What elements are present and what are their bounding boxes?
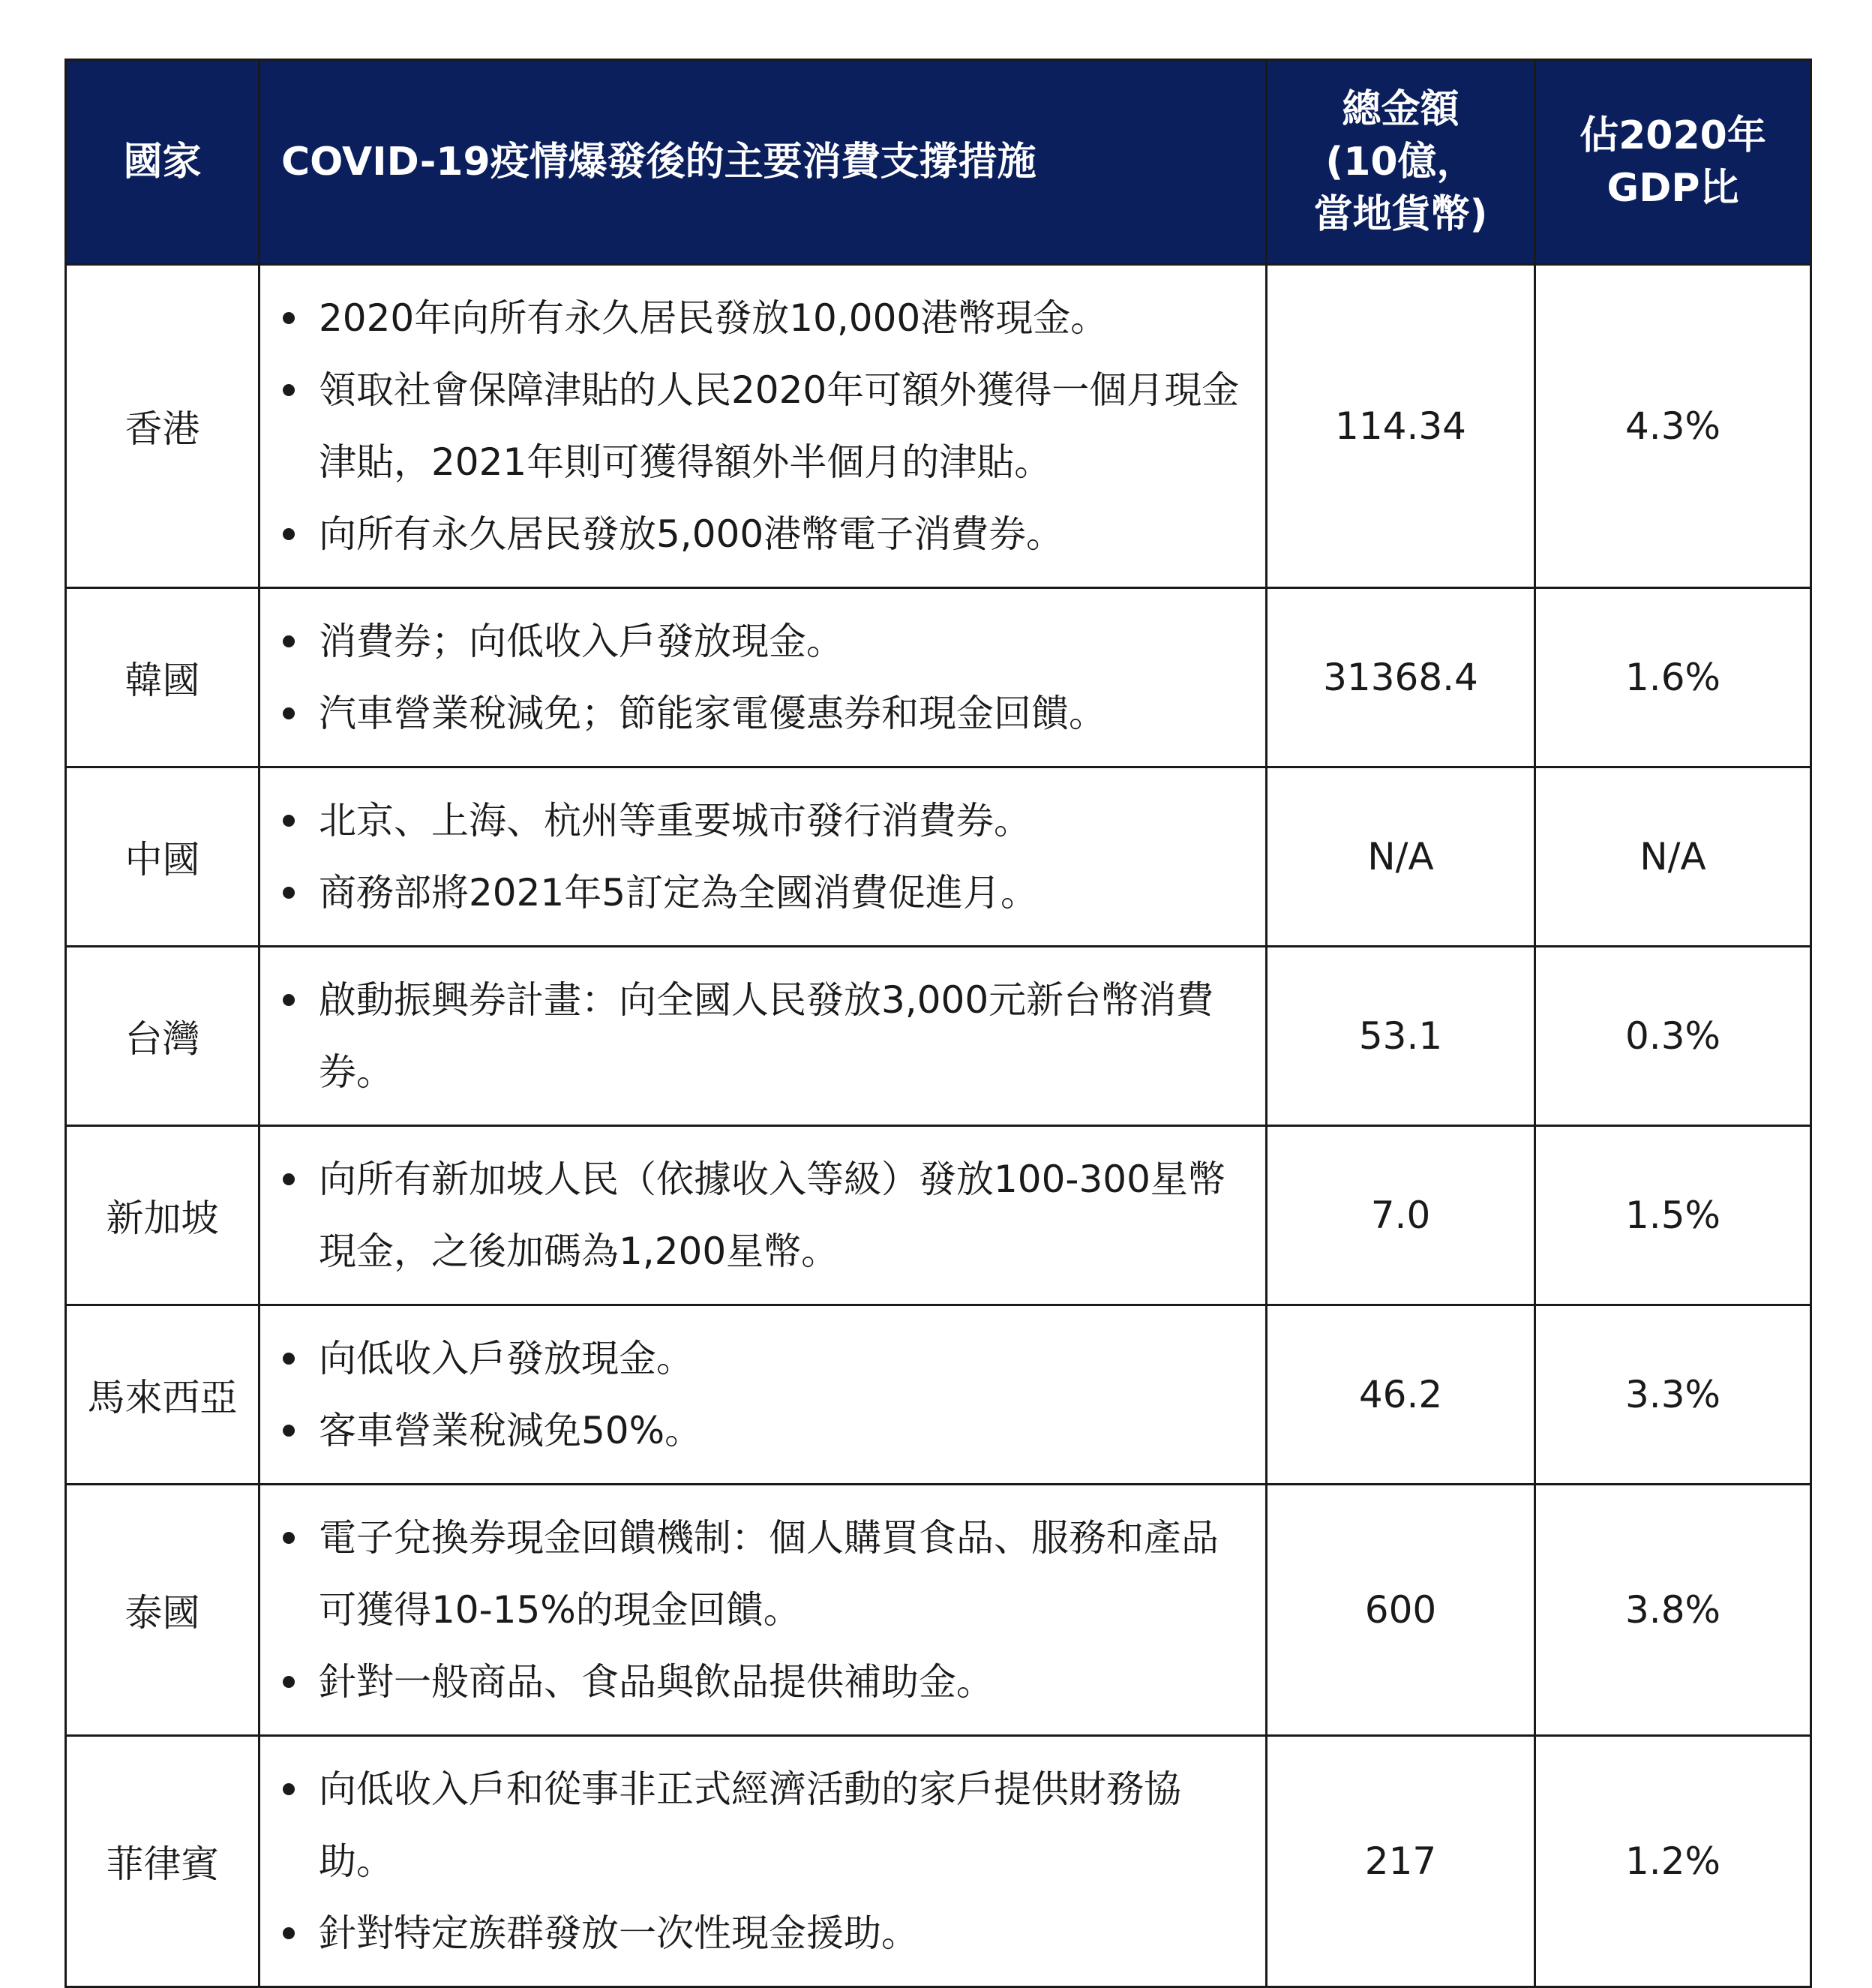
header-gdp-share bbox=[1535, 60, 1811, 265]
gdp-cell: 0.3% bbox=[1535, 947, 1811, 1126]
amount-cell: 46.2 bbox=[1267, 1305, 1535, 1485]
country-cell: 台灣 bbox=[66, 947, 260, 1126]
measures-cell bbox=[260, 1485, 1267, 1736]
list-item bbox=[260, 1897, 1243, 1969]
amount-cell: 7.0 bbox=[1267, 1126, 1535, 1305]
bullet-icon bbox=[283, 312, 295, 324]
table-row bbox=[66, 767, 1811, 947]
list-item bbox=[260, 282, 1243, 354]
measure-text: 消費券；向低收入戶發放現金。 bbox=[319, 620, 844, 663]
list-item bbox=[260, 677, 1243, 749]
bullet-icon bbox=[283, 815, 295, 827]
list-item bbox=[260, 1143, 1243, 1287]
list-item bbox=[260, 354, 1243, 498]
measure-text: 2020年向所有永久居民發放10,000港幣現金。 bbox=[319, 296, 1108, 340]
measure-text: 客車營業稅減免50%。 bbox=[319, 1409, 703, 1452]
measures-list bbox=[260, 1502, 1243, 1718]
amount-cell: 53.1 bbox=[1267, 947, 1535, 1126]
gdp-cell: 4.3% bbox=[1535, 265, 1811, 588]
measure-text: 向低收入戶和從事非正式經濟活動的家戶提供財務協助。 bbox=[319, 1767, 1181, 1883]
measure-text: 啟動振興券計畫：向全國人民發放3,000元新台幣消費券。 bbox=[319, 978, 1214, 1094]
country-cell: 泰國 bbox=[66, 1485, 260, 1736]
table-row bbox=[66, 1126, 1811, 1305]
measure-text: 商務部將2021年5訂定為全國消費促進月。 bbox=[319, 871, 1039, 914]
header-gdp-line2: GDP比 bbox=[1606, 166, 1739, 211]
measures-list bbox=[260, 964, 1243, 1108]
list-item bbox=[260, 785, 1243, 857]
table-row bbox=[66, 947, 1811, 1126]
bullet-icon bbox=[283, 1927, 295, 1939]
header-total-amount bbox=[1267, 60, 1535, 265]
measures-cell bbox=[260, 588, 1267, 767]
amount-cell: 600 bbox=[1267, 1485, 1535, 1736]
country-cell: 馬來西亞 bbox=[66, 1305, 260, 1485]
gdp-cell: N/A bbox=[1535, 767, 1811, 947]
bullet-icon bbox=[283, 1353, 295, 1365]
bullet-icon bbox=[283, 384, 295, 396]
bullet-icon bbox=[283, 1676, 295, 1688]
gdp-cell: 3.8% bbox=[1535, 1485, 1811, 1736]
measure-text: 北京、上海、杭州等重要城市發行消費券。 bbox=[319, 799, 1031, 842]
list-item bbox=[260, 1323, 1243, 1395]
table-row bbox=[66, 1736, 1811, 1987]
measure-text: 向低收入戶發放現金。 bbox=[319, 1337, 694, 1380]
measures-cell bbox=[260, 767, 1267, 947]
gdp-cell: 1.5% bbox=[1535, 1126, 1811, 1305]
amount-cell: 217 bbox=[1267, 1736, 1535, 1987]
list-item bbox=[260, 857, 1243, 929]
measures-list bbox=[260, 785, 1243, 929]
measures-list bbox=[260, 605, 1243, 749]
table-row bbox=[66, 1485, 1811, 1736]
country-cell: 中國 bbox=[66, 767, 260, 947]
bullet-icon bbox=[283, 1783, 295, 1795]
amount-cell: 31368.4 bbox=[1267, 588, 1535, 767]
header-row bbox=[66, 60, 1811, 265]
list-item bbox=[260, 1502, 1243, 1646]
table-row bbox=[66, 1305, 1811, 1485]
measures-cell bbox=[260, 947, 1267, 1126]
bullet-icon bbox=[283, 528, 295, 540]
country-cell: 韓國 bbox=[66, 588, 260, 767]
measures-cell bbox=[260, 1126, 1267, 1305]
country-cell: 菲律賓 bbox=[66, 1736, 260, 1987]
measure-text: 向所有新加坡人民（依據收入等級）發放100-300星幣現金，之後加碼為1,200星幣。 bbox=[319, 1158, 1226, 1273]
measures-cell bbox=[260, 1736, 1267, 1987]
measures-list bbox=[260, 1753, 1243, 1969]
measure-text: 領取社會保障津貼的人民2020年可額外獲得一個月現金津貼，2021年則可獲得額外半個月的津貼。 bbox=[319, 368, 1240, 484]
gdp-cell: 3.3% bbox=[1535, 1305, 1811, 1485]
bullet-icon bbox=[283, 1173, 295, 1185]
bullet-icon bbox=[283, 887, 295, 899]
measures-list bbox=[260, 1143, 1243, 1287]
list-item bbox=[260, 1395, 1243, 1467]
measure-text: 針對特定族群發放一次性現金援助。 bbox=[319, 1911, 919, 1955]
amount-cell: N/A bbox=[1267, 767, 1535, 947]
consumption-support-table bbox=[64, 59, 1812, 1988]
header-amount-line3: 當地貨幣) bbox=[1313, 192, 1488, 237]
measures-list bbox=[260, 1323, 1243, 1467]
list-item bbox=[260, 498, 1243, 570]
amount-cell: 114.34 bbox=[1267, 265, 1535, 588]
bullet-icon bbox=[283, 1532, 295, 1544]
header-country: 國家 bbox=[66, 60, 260, 265]
bullet-icon bbox=[283, 1425, 295, 1437]
table-row bbox=[66, 588, 1811, 767]
gdp-cell: 1.2% bbox=[1535, 1736, 1811, 1987]
list-item bbox=[260, 605, 1243, 677]
table-row bbox=[66, 265, 1811, 588]
header-amount-line1: 總金額 bbox=[1342, 87, 1460, 132]
measures-list bbox=[260, 282, 1243, 570]
measure-text: 電子兌換券現金回饋機制：個人購買食品、服務和產品可獲得10-15%的現金回饋。 bbox=[319, 1516, 1219, 1632]
bullet-icon bbox=[283, 994, 295, 1006]
measures-cell bbox=[260, 1305, 1267, 1485]
list-item bbox=[260, 964, 1243, 1108]
measures-cell bbox=[260, 265, 1267, 588]
measure-text: 針對一般商品、食品與飲品提供補助金。 bbox=[319, 1660, 994, 1704]
gdp-cell: 1.6% bbox=[1535, 588, 1811, 767]
country-cell: 香港 bbox=[66, 265, 260, 588]
bullet-icon bbox=[283, 707, 295, 719]
country-cell: 新加坡 bbox=[66, 1126, 260, 1305]
measure-text: 汽車營業稅減免；節能家電優惠券和現金回饋。 bbox=[319, 692, 1106, 735]
header-measures: COVID-19疫情爆發後的主要消費支撐措施 bbox=[260, 60, 1267, 265]
list-item bbox=[260, 1753, 1243, 1897]
list-item bbox=[260, 1646, 1243, 1718]
header-gdp-line1: 佔2020年 bbox=[1580, 113, 1766, 158]
bullet-icon bbox=[283, 635, 295, 647]
header-amount-line2: (10億， bbox=[1325, 140, 1476, 185]
measure-text: 向所有永久居民發放5,000港幣電子消費券。 bbox=[319, 512, 1064, 556]
